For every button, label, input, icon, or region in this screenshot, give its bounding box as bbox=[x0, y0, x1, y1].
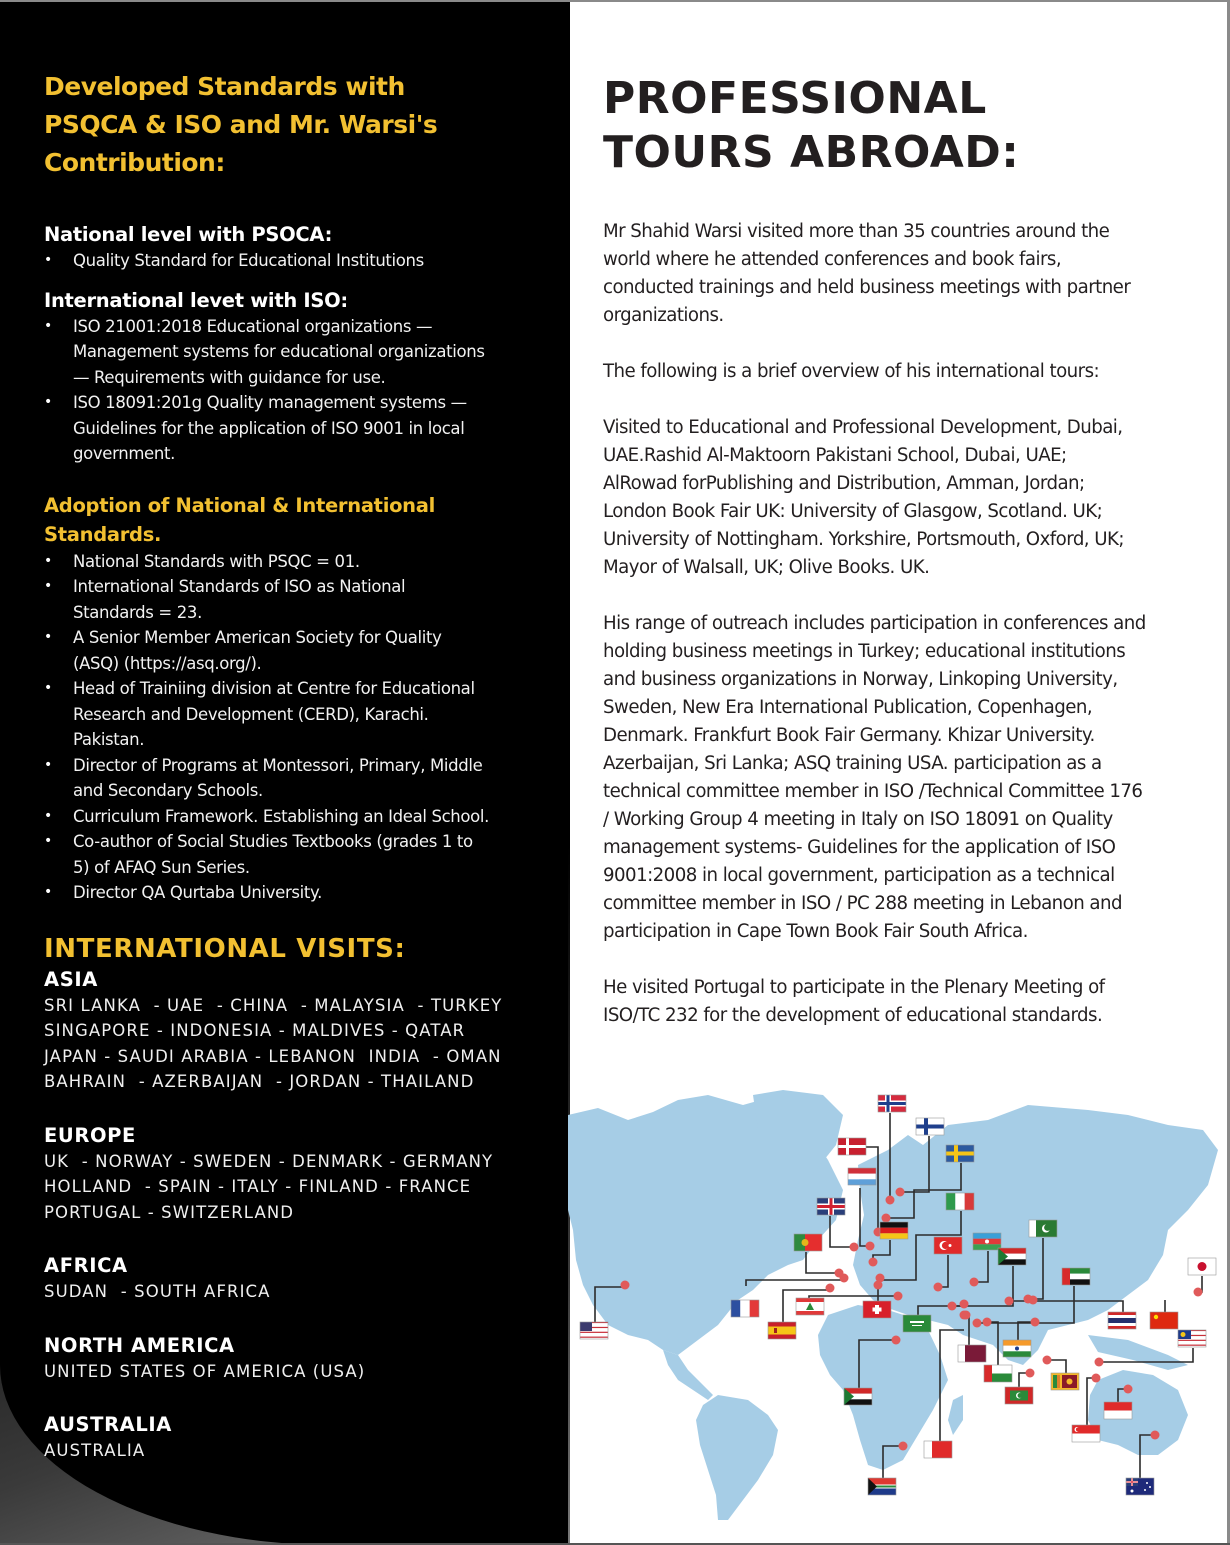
list-item-line: Management systems for educational organizations bbox=[73, 342, 485, 361]
standards-title-line: Contribution: bbox=[44, 148, 225, 177]
standards-title-line: Developed Standards with bbox=[44, 72, 405, 101]
sweden-location-dot bbox=[882, 1214, 891, 1223]
text-line: He visited Portugal to participate in the Plenary Meeting of bbox=[603, 977, 1105, 998]
thailand-flag-icon bbox=[1108, 1312, 1136, 1329]
norway-location-dot bbox=[886, 1196, 895, 1205]
text-line: The following is a brief overview of his international tours: bbox=[603, 361, 1100, 382]
text-line: committee member in ISO / PC 288 meeting in Lebanon and bbox=[603, 893, 1122, 914]
list-item-line: 5) of AFAQ Sun Series. bbox=[73, 857, 250, 877]
list-item-line: and Secondary Schools. bbox=[73, 781, 263, 800]
region-countries: SRI LANKA - UAE - CHINA - MALAYSIA - TURKEY bbox=[44, 995, 503, 1015]
list-item-line: Research and Development (CERD), Karachi. bbox=[73, 704, 429, 724]
saudi-arabia-flag-icon bbox=[903, 1315, 931, 1332]
oman-location-dot bbox=[983, 1318, 992, 1327]
maldives-location-dot bbox=[1026, 1369, 1035, 1378]
list-item bbox=[44, 829, 534, 880]
text-line: ISO/TC 232 for the development of educational standards. bbox=[603, 1005, 1103, 1026]
list-item-line: National Standards with PSQC = 01. bbox=[73, 551, 360, 571]
italy-flag-icon bbox=[946, 1193, 974, 1210]
overview-paragraph bbox=[603, 358, 1203, 386]
india-flag-icon bbox=[1003, 1340, 1031, 1357]
list-item-line: ISO 21001:2018 Educational organizations — bbox=[73, 316, 433, 336]
list-item bbox=[44, 390, 534, 467]
sweden-flag-icon bbox=[946, 1145, 974, 1162]
lebanon-flag-icon bbox=[796, 1298, 824, 1315]
list-item-line: Head of Trainiing division at Centre for Educational bbox=[73, 679, 475, 698]
text-line: conducted trainings and held business meetings with partner bbox=[603, 277, 1131, 298]
region-countries: PORTUGAL - SWITZERLAND bbox=[44, 1202, 295, 1222]
portugal-paragraph bbox=[603, 974, 1203, 1030]
text-line: Visited to Educational and Professional Development, Dubai, bbox=[603, 417, 1123, 438]
usa-flag-icon bbox=[580, 1322, 608, 1339]
saudi-arabia-location-dot bbox=[960, 1300, 969, 1309]
list-item-line: Guidelines for the application of ISO 9001 in local bbox=[73, 418, 465, 438]
portugal-flag-icon bbox=[794, 1234, 822, 1251]
switzerland-location-dot bbox=[874, 1281, 883, 1290]
text-line: Azerbaijan, Sri Lanka; ASQ training USA. participation as a bbox=[603, 753, 1102, 774]
national-level-heading: National level with PSOCA: bbox=[44, 223, 333, 246]
intro-paragraph bbox=[603, 218, 1203, 330]
australia-landmass bbox=[1088, 1370, 1188, 1455]
text-line: 9001:2008 in local government, participation as a technical bbox=[603, 865, 1115, 886]
text-line: management systems- Guidelines for the application of ISO bbox=[603, 837, 1116, 858]
text-line: University of Nottingham. Yorkshire, Portsmouth, Oxford, UK; bbox=[603, 529, 1124, 550]
list-item-line: A Senior Member American Society for Quality bbox=[73, 628, 442, 647]
list-item bbox=[44, 880, 534, 906]
list-item-line: Director QA Qurtaba University. bbox=[73, 883, 322, 902]
sudan-south-flag-icon bbox=[844, 1388, 872, 1405]
region-name: AFRICA bbox=[44, 1254, 128, 1277]
maldives-flag-icon bbox=[1005, 1387, 1033, 1404]
text-line: world where he attended conferences and book fairs, bbox=[603, 249, 1062, 270]
south-america-landmass bbox=[696, 1395, 778, 1520]
region-name: NORTH AMERICA bbox=[44, 1333, 235, 1357]
japan-location-dot bbox=[1194, 1288, 1203, 1297]
region-australia bbox=[44, 1411, 534, 1464]
page-border-top bbox=[0, 0, 1230, 2]
page-title-line: PROFESSIONAL bbox=[603, 73, 987, 124]
list-item-line: International Standards of ISO as National bbox=[73, 577, 406, 596]
region-europe bbox=[44, 1122, 534, 1226]
madagascar-landmass bbox=[948, 1395, 963, 1435]
region-countries: AUSTRALIA bbox=[44, 1441, 146, 1460]
denmark-flag-icon bbox=[838, 1138, 866, 1155]
netherlands-location-dot bbox=[866, 1242, 875, 1251]
region-asia bbox=[44, 966, 534, 1095]
list-item-line: Director of Programs at Montessori, Primary, Middle bbox=[73, 755, 483, 775]
bahrain-location-dot bbox=[960, 1311, 969, 1320]
switzerland-flag-icon bbox=[863, 1301, 891, 1318]
international-visits-title: INTERNATIONAL VISITS: bbox=[44, 933, 406, 964]
text-line: His range of outreach includes participation in conferences and bbox=[603, 613, 1146, 634]
list-item-line: Standards = 23. bbox=[73, 602, 202, 622]
text-line: Mr Shahid Warsi visited more than 35 countries around the bbox=[603, 221, 1110, 242]
region-north-america bbox=[44, 1332, 534, 1385]
text-line: London Book Fair UK: University of Glasgow, Scotland. UK; bbox=[603, 501, 1103, 522]
adoption-heading bbox=[44, 491, 534, 549]
region-name: AUSTRALIA bbox=[44, 1413, 172, 1436]
outreach-paragraph bbox=[603, 610, 1203, 946]
france-location-dot bbox=[840, 1274, 849, 1283]
australia-flag-icon bbox=[1126, 1478, 1154, 1495]
sri-lanka-location-dot bbox=[1043, 1356, 1052, 1365]
region-countries: UK - NORWAY - SWEDEN - DENMARK - GERMANY bbox=[44, 1151, 494, 1171]
visits-paragraph bbox=[603, 414, 1203, 582]
france-flag-icon bbox=[731, 1300, 759, 1317]
list-item bbox=[44, 753, 534, 804]
page-title bbox=[603, 72, 1203, 180]
region-countries: SUDAN - SOUTH AFRICA bbox=[44, 1282, 271, 1301]
list-item-line: — Requirements with guidance for use. bbox=[73, 367, 386, 387]
list-item bbox=[44, 625, 534, 676]
uae-location-dot bbox=[973, 1319, 982, 1328]
spain-location-dot bbox=[826, 1284, 835, 1293]
list-item-line: Pakistan. bbox=[73, 730, 145, 749]
text-line: AlRowad forPublishing and Distribution, Amman, Jordan; bbox=[603, 473, 1085, 494]
australia-location-dot bbox=[1151, 1431, 1160, 1440]
singapore-location-dot bbox=[1092, 1374, 1101, 1383]
adoption-heading-line: Adoption of National & International bbox=[44, 493, 436, 517]
oman-flag-icon bbox=[984, 1365, 1012, 1382]
sudan-location-dot bbox=[948, 1302, 957, 1311]
adoption-list bbox=[44, 549, 534, 906]
world-map bbox=[568, 1090, 1227, 1535]
left-column bbox=[44, 68, 534, 1464]
bahrain-flag-icon bbox=[924, 1441, 952, 1458]
text-line: Denmark. Frankfurt Book Fair Germany. Khizar University. bbox=[603, 725, 1095, 746]
uae-flag-icon bbox=[1062, 1268, 1090, 1285]
pakistan-flag-icon bbox=[1029, 1220, 1057, 1237]
list-item-line: Curriculum Framework. Establishing an Ideal School. bbox=[73, 806, 490, 826]
uk-flag-icon bbox=[817, 1198, 845, 1215]
malaysia-location-dot bbox=[1095, 1358, 1104, 1367]
international-level-list bbox=[44, 314, 534, 467]
list-item bbox=[44, 676, 534, 753]
qatar-flag-icon bbox=[958, 1345, 986, 1362]
indonesia-flag-icon bbox=[1104, 1402, 1132, 1419]
norway-flag-icon bbox=[878, 1095, 906, 1112]
adoption-heading-line: Standards. bbox=[44, 522, 162, 546]
finland-location-dot bbox=[896, 1188, 905, 1197]
india-location-dot bbox=[1031, 1318, 1040, 1327]
finland-flag-icon bbox=[916, 1118, 944, 1135]
sudan-flag-icon bbox=[998, 1248, 1026, 1265]
text-line: / Working Group 4 meeting in Italy on ISO 18091 on Quality bbox=[603, 809, 1113, 830]
text-line: UAE.Rashid Al-Maktoorn Pakistani School, Dubai, UAE; bbox=[603, 445, 1067, 466]
continents bbox=[568, 1090, 1218, 1520]
malaysia-flag-icon bbox=[1178, 1330, 1206, 1347]
list-item: • Quality Standard for Educational Institutions bbox=[44, 248, 534, 274]
south-africa-flag-icon bbox=[868, 1478, 896, 1495]
region-countries: HOLLAND - SPAIN - ITALY - FINLAND - FRANCE bbox=[44, 1177, 472, 1196]
region-countries: SINGAPORE - INDONESIA - MALDIVES - QATAR bbox=[44, 1021, 466, 1040]
azerbaijan-location-dot bbox=[970, 1278, 979, 1287]
south-africa-location-dot bbox=[899, 1442, 908, 1451]
turkey-flag-icon bbox=[934, 1237, 962, 1254]
spain-flag-icon bbox=[768, 1322, 796, 1339]
thailand-location-dot bbox=[1005, 1297, 1014, 1306]
region-countries: JAPAN - SAUDI ARABIA - LEBANON INDIA - OMAN bbox=[44, 1046, 502, 1066]
sri-lanka-flag-icon bbox=[1051, 1373, 1079, 1390]
list-item-line: (ASQ) (https://asq.org/). bbox=[73, 653, 262, 673]
text-line: and business organizations in Norway, Linkoping University, bbox=[603, 669, 1118, 690]
china-location-dot bbox=[1029, 1296, 1038, 1305]
list-item-line: Co-author of Social Studies Textbooks (grades 1 to bbox=[73, 832, 473, 851]
netherlands-flag-icon bbox=[848, 1168, 876, 1185]
right-column bbox=[603, 72, 1203, 1030]
text-line: participation in Cape Town Book Fair South Africa. bbox=[603, 921, 1028, 942]
list-item bbox=[44, 314, 534, 391]
text-line: organizations. bbox=[603, 305, 724, 326]
text-line: Mayor of Walsall, UK; Olive Books. UK. bbox=[603, 557, 930, 578]
standards-title-line: PSQCA & ISO and Mr. Warsi's bbox=[44, 110, 438, 139]
germany-location-dot bbox=[869, 1258, 878, 1267]
list-item bbox=[44, 804, 534, 830]
turkey-location-dot bbox=[934, 1283, 943, 1292]
region-name: EUROPE bbox=[44, 1123, 136, 1147]
southeast-asia-islands bbox=[1088, 1335, 1188, 1370]
national-level-list bbox=[44, 248, 534, 274]
list-item-line: ISO 18091:201g Quality management systems — bbox=[73, 393, 467, 412]
singapore-flag-icon bbox=[1072, 1425, 1100, 1442]
region-africa bbox=[44, 1252, 534, 1305]
portugal-connector-line bbox=[806, 1252, 839, 1273]
japan-flag-icon bbox=[1188, 1258, 1216, 1275]
germany-flag-icon bbox=[880, 1222, 908, 1239]
central-america-landmass bbox=[663, 1350, 713, 1400]
region-countries: BAHRAIN - AZERBAIJAN - JORDAN - THAILAND bbox=[44, 1072, 475, 1091]
sudan-south-location-dot bbox=[892, 1336, 901, 1345]
list-item bbox=[44, 574, 534, 625]
china-flag-icon bbox=[1150, 1312, 1178, 1329]
azerbaijan-flag-icon bbox=[973, 1233, 1001, 1250]
text-line: Sweden, New Era International Publication, Copenhagen, bbox=[603, 697, 1093, 718]
uk-location-dot bbox=[850, 1243, 859, 1252]
region-name: ASIA bbox=[44, 967, 98, 991]
standards-title bbox=[44, 68, 534, 182]
lebanon-location-dot bbox=[894, 1292, 903, 1301]
international-level-heading: International levet with ISO: bbox=[44, 288, 348, 312]
list-item-line: government. bbox=[73, 444, 175, 463]
text-line: holding business meetings in Turkey; educational institutions bbox=[603, 641, 1126, 662]
page-title-line: TOURS ABROAD: bbox=[603, 127, 1020, 178]
region-countries: UNITED STATES OF AMERICA (USA) bbox=[44, 1361, 366, 1381]
list-item bbox=[44, 549, 534, 575]
usa-location-dot bbox=[621, 1281, 630, 1290]
indonesia-location-dot bbox=[1124, 1385, 1133, 1394]
world-map-svg bbox=[568, 1090, 1227, 1535]
text-line: technical committee member in ISO /Technical Committee 176 bbox=[603, 781, 1143, 802]
